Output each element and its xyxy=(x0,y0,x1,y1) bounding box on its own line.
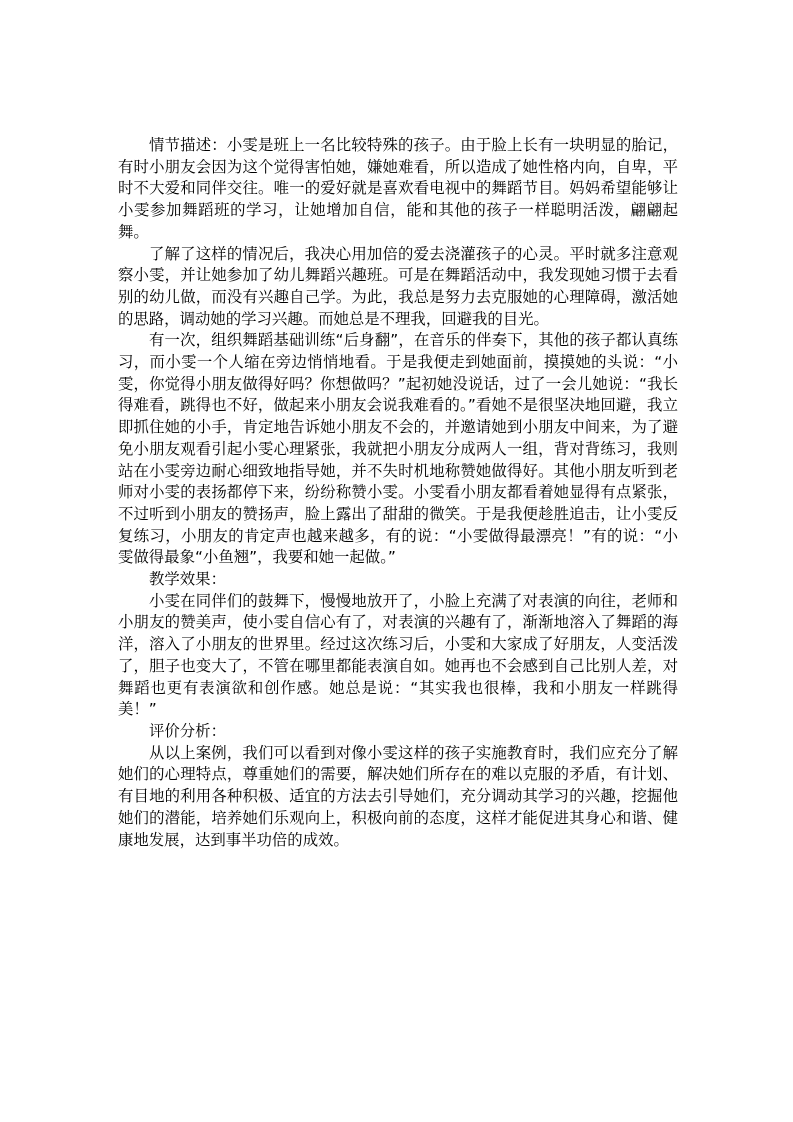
paragraph-evaluation: 从以上案例，我们可以看到对像小雯这样的孩子实施教育时，我们应充分了解她们的心理特点，尊重她们的需要，解决她们所存在的难以克服的矛盾，有计划、有目地的利用各种积极、适宜的方法去引导她们，充分调动其学习的兴趣，挖掘他她们的潜能，培养她们乐观向上，积极向前的态度，这样才能促进其身心和谐、健康地发展，达到事半功倍的成效。 xyxy=(118,743,678,849)
paragraph-plot-description: 情节描述：小雯是班上一名比较特殊的孩子。由于脸上长有一块明显的胎记，有时小朋友会因为这个觉得害怕她，嫌她难看，所以造成了她性格内向，自卑，平时不大爱和同伴交往。唯一的爱好就是喜欢看电视中的舞蹈节目。妈妈希望能够让小雯参加舞蹈班的学习，让她增加自信，能和其他的孩子一样聪明活泼，翩翩起舞。 xyxy=(118,136,678,241)
paragraph-teaching-effect: 小雯在同伴们的鼓舞下，慢慢地放开了，小脸上充满了对表演的向往，老师和小朋友的赞美声，使小雯自信心有了，对表演的兴趣有了，渐渐地溶入了舞蹈的海洋，溶入了小朋友的世界里。经过这次练习后，小雯和大家成了好朋友，人变活泼了，胆子也变大了，不管在哪里都能表演自如。她再也不会感到自己比别人差，对舞蹈也更有表演欲和创作感。她总是说：“其实我也很棒，我和小朋友一样跳得美！” xyxy=(118,591,678,719)
heading-teaching-effect: 教学效果： xyxy=(149,570,226,589)
document-body xyxy=(118,135,678,851)
paragraph-teacher-response: 了解了这样的情况后，我决心用加倍的爱去浇灌孩子的心灵。平时就多注意观察小雯，并让她参加了幼儿舞蹈兴趣班。可是在舞蹈活动中，我发现她习惯于去看别的幼儿做，而没有兴趣自己学。为此，我总是努力去克服她的心理障碍，激活她的思路，调动她的学习兴趣。而她总是不理我，回避我的目光。 xyxy=(118,244,678,328)
heading-evaluation: 评价分析： xyxy=(149,721,226,740)
paragraph-dance-training: 有一次，组织舞蹈基础训练“后身翻”，在音乐的伴奏下，其他的孩子都认真练习，而小雯一个人缩在旁边悄悄地看。于是我便走到她面前，摸摸她的头说：“小雯，你觉得小朋友做得好吗？你想做吗？”起初她没说话，过了一会儿她说：“我长得难看，跳得也不好，做起来小朋友会说我难看的。”看她不是很坚决地回避，我立即抓住她的小手，肯定地告诉她小朋友不会的，并邀请她到小朋友中间来，为了避免小朋友观看引起小雯心理紧张，我就把小朋友分成两人一组，背对背练习，我则站在小雯旁边耐心细致地指导她，并不失时机地称赞她做得好。其他小朋友听到老师对小雯的表扬都停下来，纷纷称赞小雯。小雯看小朋友都看着她显得有点紧张，不过听到小朋友的赞扬声，脸上露出了甜甜的微笑。于是我便趁胜追击，让小雯反复练习，小朋友的肯定声也越来越多，有的说：“小雯做得最漂亮！”有的说：“小雯做得最象“小鱼翘”，我要和她一起做。” xyxy=(118,331,678,567)
